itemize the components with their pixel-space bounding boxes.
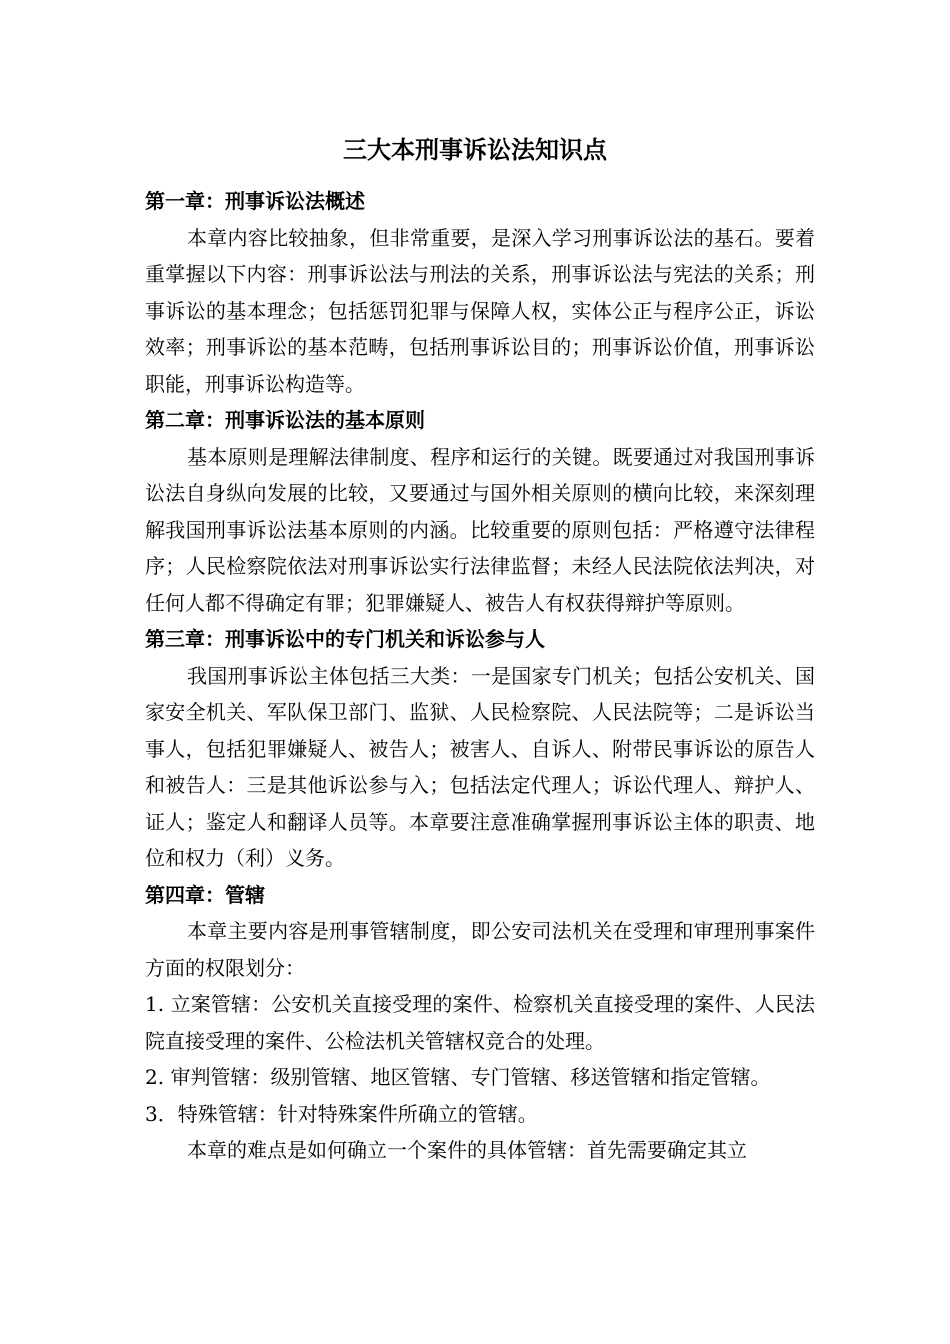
chapter-4: [145, 877, 815, 1169]
chapter-heading: 第四章：管辖: [145, 882, 265, 907]
chapter-2: [145, 402, 815, 621]
chapter-paragraph: 本章的难点是如何确立一个案件的具体管辖：首先需要确定其立: [187, 1138, 747, 1162]
list-item: 1. 立案管辖：公安机关直接受理的案件、检察机关直接受理的案件、人民法院直接受理的案件、公检法机关管辖权竞合的处理。: [145, 992, 815, 1053]
document-body: [145, 183, 815, 1169]
document-title: 三大本刑事诉讼法知识点: [343, 136, 607, 164]
chapter-3: [145, 621, 815, 877]
chapter-heading: 第三章：刑事诉讼中的专门机关和诉讼参与人: [145, 627, 545, 651]
chapter-heading: 第二章：刑事诉讼法的基本原则: [145, 408, 425, 432]
list-item: 3．特殊管辖：针对特殊案件所确立的管辖。: [145, 1101, 538, 1126]
chapter-paragraph: 我国刑事诉讼主体包括三大类：一是国家专门机关；包括公安机关、国家安全机关、军队保卫部门、监狱、人民检察院、人民法院等；二是诉讼当事人，包括犯罪嫌疑人、被告人；被害人、自诉人、附带民事诉讼的原告人和被告人：三是其他诉讼参与入；包括法定代理人；诉讼代理人、辩护人、证人；鉴定人和翻译人员等。本章要注意准确掌握刑事诉讼主体的职责、地位和权力（利）义务。: [145, 663, 815, 870]
chapter-paragraph: 基本原则是理解法律制度、程序和运行的关键。既要通过对我国刑事诉讼法自身纵向发展的比较，又要通过与国外相关原则的横向比较，来深刻理解我国刑事诉讼法基本原则的内涵。比较重要的原则包括：严格遵守法律程序；人民检察院依法对刑事诉讼实行法律监督；未经人民法院依法判决，对任何人都不得确定有罪；犯罪嫌疑人、被告人有权获得辩护等原则。: [145, 444, 815, 615]
chapter-1: [145, 183, 815, 402]
chapter-paragraph: 本章主要内容是刑事管辖制度，即公安司法机关在受理和审理刑事案件方面的权限划分：: [145, 919, 815, 980]
chapter-paragraph: 本章内容比较抽象，但非常重要，是深入学习刑事诉讼法的基石。要着重掌握以下内容：刑事诉讼法与刑法的关系，刑事诉讼法与宪法的关系；刑事诉讼的基本理念；包括惩罚犯罪与保障人权，实体公正与程序公正，诉讼效率；刑事诉讼的基本范畴，包括刑事诉讼目的；刑事诉讼价值，刑事诉讼职能，刑事诉讼构造等。: [145, 225, 815, 396]
list-item: 2. 审判管辖：级别管辖、地区管辖、专门管辖、移送管辖和指定管辖。: [145, 1065, 771, 1089]
chapter-heading: 第一章：刑事诉讼法概述: [145, 189, 365, 213]
